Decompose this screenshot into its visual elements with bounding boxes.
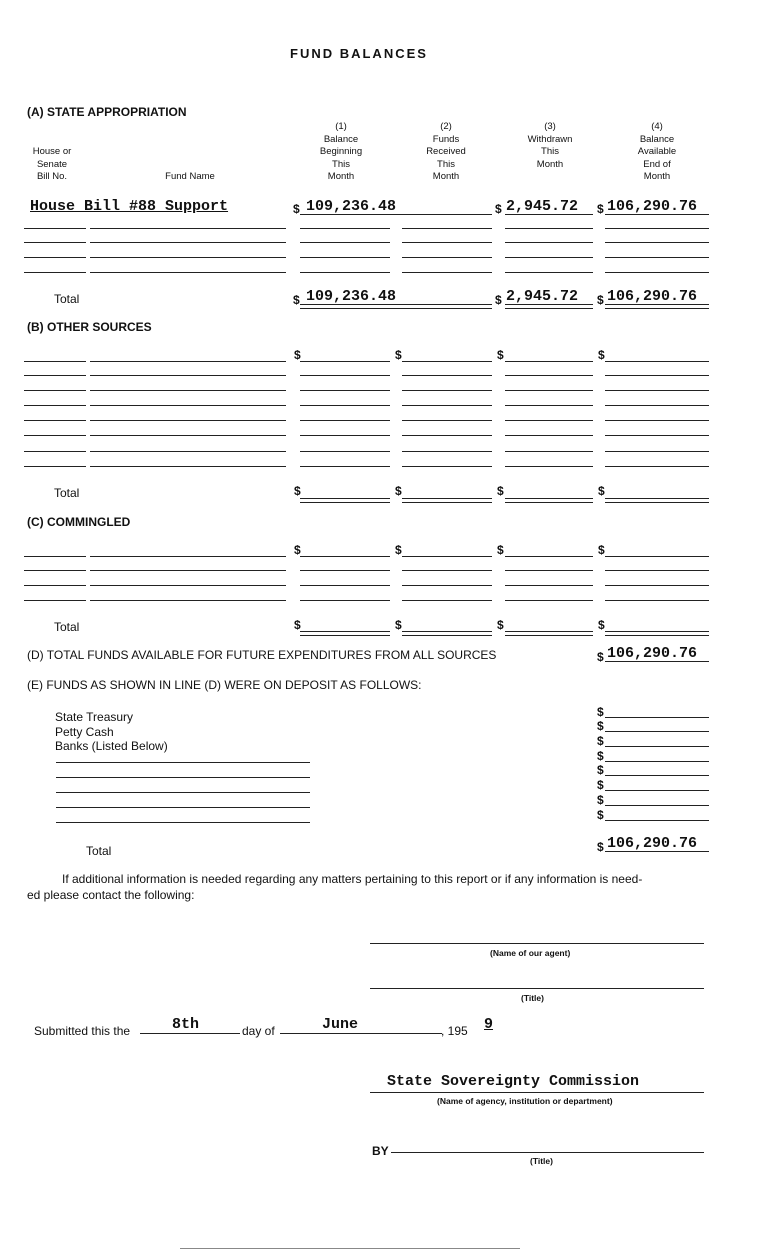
sb-blank-line xyxy=(605,375,709,376)
agency-line xyxy=(370,1092,704,1093)
sc-blank-line xyxy=(402,556,492,557)
bottom-rule xyxy=(180,1248,520,1249)
sb-blank-line xyxy=(24,420,86,421)
sc-blank-line xyxy=(300,600,390,601)
sa-total-dline-col3 xyxy=(505,308,593,309)
sb-blank-line xyxy=(24,390,86,391)
sb-blank-line xyxy=(90,361,286,362)
e-total-label: Total xyxy=(86,844,112,858)
header-col1: (1) Balance Beginning This Month xyxy=(319,121,363,182)
contact-text-2: ed please contact the following: xyxy=(27,888,195,902)
agent-name-line xyxy=(370,943,704,944)
sb-blank-line xyxy=(300,420,390,421)
header-bill-no: House or Senate Bill No. xyxy=(32,146,72,182)
sb-total-line xyxy=(402,498,492,499)
sc-blank-line xyxy=(605,600,709,601)
sa-row1-line-col3 xyxy=(505,214,593,215)
sc-blank-line xyxy=(90,600,286,601)
line-d-underline xyxy=(605,661,709,662)
sb-blank-line xyxy=(300,466,390,467)
deposit-banks: Banks (Listed Below) xyxy=(55,739,168,753)
submitted-month: June xyxy=(322,1016,359,1033)
sb-blank-line xyxy=(402,420,492,421)
sa-total-line-col4 xyxy=(605,304,709,305)
sc-blank-line xyxy=(605,556,709,557)
sa-total-line-col1 xyxy=(300,304,492,305)
deposit-amount-line xyxy=(605,761,709,762)
sa-row1-balance-beginning: 109,236.48 xyxy=(306,198,397,215)
sb-blank-line xyxy=(605,435,709,436)
sb-total-label: Total xyxy=(54,486,80,500)
sb-blank-line xyxy=(605,390,709,391)
sa-total-withdrawn: 2,945.72 xyxy=(506,288,579,305)
sb-blank-line xyxy=(90,451,286,452)
sa-blank-line xyxy=(505,272,593,273)
sc-blank-line xyxy=(24,585,86,586)
sc-blank-line xyxy=(605,570,709,571)
sc-total-line xyxy=(505,631,593,632)
sc-blank-line xyxy=(402,585,492,586)
section-a-heading: (A) STATE APPROPRIATION xyxy=(27,105,187,119)
sa-blank-line xyxy=(24,272,86,273)
sa-total-col1-dollar: $ xyxy=(293,293,300,307)
sa-blank-line xyxy=(300,242,390,243)
submitted-prefix: Submitted this the xyxy=(34,1024,131,1038)
sb-blank-line xyxy=(402,361,492,362)
sc-row1-dollar: $ xyxy=(395,543,402,557)
sc-blank-line xyxy=(24,556,86,557)
sb-blank-line xyxy=(605,420,709,421)
sa-row1-col1-dollar: $ xyxy=(293,202,300,216)
sb-blank-line xyxy=(505,361,593,362)
agency-name: State Sovereignty Commission xyxy=(387,1073,640,1090)
sc-blank-line xyxy=(90,585,286,586)
sb-blank-line xyxy=(505,451,593,452)
sc-row1-dollar: $ xyxy=(497,543,504,557)
by-label: BY xyxy=(372,1144,389,1158)
sb-blank-line xyxy=(24,435,86,436)
sa-blank-line xyxy=(402,257,492,258)
header-fund-name: Fund Name xyxy=(165,171,215,182)
sb-total-dollar: $ xyxy=(497,484,504,498)
sa-blank-line xyxy=(605,228,709,229)
deposit-dollar: $ xyxy=(597,778,604,792)
deposit-amount-line xyxy=(605,775,709,776)
sc-blank-line xyxy=(90,556,286,557)
sb-blank-line xyxy=(402,466,492,467)
sb-blank-line xyxy=(24,451,86,452)
line-d-label: (D) TOTAL FUNDS AVAILABLE FOR FUTURE EXPENDITURES FROM ALL SOURCES xyxy=(27,648,497,662)
sc-blank-line xyxy=(90,570,286,571)
submitted-day: 8th xyxy=(172,1016,200,1033)
deposit-dollar: $ xyxy=(597,763,604,777)
deposit-petty-cash: Petty Cash xyxy=(55,725,114,739)
sb-blank-line xyxy=(90,390,286,391)
sa-blank-line xyxy=(505,228,593,229)
sb-blank-line xyxy=(90,435,286,436)
sa-blank-line xyxy=(300,228,390,229)
agent-caption: (Name of our agent) xyxy=(490,948,571,958)
sc-blank-line xyxy=(505,556,593,557)
sa-total-line-col3 xyxy=(505,304,593,305)
deposit-amount-line xyxy=(605,731,709,732)
sa-total-dline-col1 xyxy=(300,308,492,309)
sa-blank-line xyxy=(605,242,709,243)
section-c-heading: (C) COMMINGLED xyxy=(27,515,131,529)
sb-blank-line xyxy=(605,466,709,467)
e-total-dollar: $ xyxy=(597,840,604,854)
deposit-amount-line xyxy=(605,820,709,821)
sc-total-label: Total xyxy=(54,620,80,634)
sb-blank-line xyxy=(402,451,492,452)
sb-blank-line xyxy=(505,420,593,421)
sa-blank-line xyxy=(90,257,286,258)
bank-name-line xyxy=(56,777,310,778)
sa-blank-line xyxy=(402,228,492,229)
sa-blank-line xyxy=(90,228,286,229)
sc-total-line xyxy=(300,631,390,632)
sa-blank-line xyxy=(24,228,86,229)
sb-total-line xyxy=(605,502,709,503)
sb-blank-line xyxy=(505,435,593,436)
sb-blank-line xyxy=(402,405,492,406)
sb-blank-line xyxy=(90,405,286,406)
sa-row1-line-col1 xyxy=(300,214,492,215)
sa-row1-col4-dollar: $ xyxy=(597,202,604,216)
sb-blank-line xyxy=(300,375,390,376)
sc-blank-line xyxy=(505,600,593,601)
sb-blank-line xyxy=(505,466,593,467)
sa-row1-balance-end: 106,290.76 xyxy=(607,198,698,215)
deposit-state-treasury: State Treasury xyxy=(55,710,134,724)
deposit-dollar: $ xyxy=(597,734,604,748)
sb-total-dollar: $ xyxy=(598,484,605,498)
sb-blank-line xyxy=(402,375,492,376)
sc-blank-line xyxy=(402,570,492,571)
contact-text-1: If additional information is needed regarding any matters pertaining to this report or if any information is need- xyxy=(62,872,643,886)
sa-total-label: Total xyxy=(54,292,80,306)
sb-blank-line xyxy=(300,405,390,406)
deposit-dollar: $ xyxy=(597,719,604,733)
sc-total-line xyxy=(605,631,709,632)
sb-blank-line xyxy=(505,405,593,406)
sb-blank-line xyxy=(24,466,86,467)
bank-name-line xyxy=(56,807,310,808)
sa-total-balance-beginning: 109,236.48 xyxy=(306,288,397,305)
sa-blank-line xyxy=(24,257,86,258)
sb-blank-line xyxy=(300,390,390,391)
sb-total-line xyxy=(300,502,390,503)
sb-blank-line xyxy=(505,390,593,391)
agency-caption: (Name of agency, institution or department) xyxy=(437,1096,613,1106)
sa-total-balance-end: 106,290.76 xyxy=(607,288,698,305)
sc-blank-line xyxy=(300,585,390,586)
sc-total-line xyxy=(300,635,390,636)
sc-total-line xyxy=(402,631,492,632)
line-d-value: 106,290.76 xyxy=(607,645,698,662)
sb-blank-line xyxy=(605,361,709,362)
header-col3: (3) Withdrawn This Month xyxy=(527,121,573,170)
sa-blank-line xyxy=(402,242,492,243)
sc-total-dollar: $ xyxy=(395,618,402,632)
deposit-amount-line xyxy=(605,717,709,718)
sb-row1-dollar: $ xyxy=(598,348,605,362)
sa-blank-line xyxy=(90,242,286,243)
sa-blank-line xyxy=(605,272,709,273)
sc-total-dollar: $ xyxy=(497,618,504,632)
sb-total-line xyxy=(505,498,593,499)
sb-blank-line xyxy=(402,435,492,436)
deposit-dollar: $ xyxy=(597,749,604,763)
sc-total-dollar: $ xyxy=(294,618,301,632)
sc-blank-line xyxy=(505,585,593,586)
sb-blank-line xyxy=(300,361,390,362)
by-caption: (Title) xyxy=(530,1156,553,1166)
e-total-line xyxy=(605,851,709,852)
sb-blank-line xyxy=(24,361,86,362)
sa-blank-line xyxy=(402,272,492,273)
sc-total-dollar: $ xyxy=(598,618,605,632)
submitted-month-line xyxy=(280,1033,442,1034)
sb-blank-line xyxy=(90,420,286,421)
sc-blank-line xyxy=(300,570,390,571)
sb-total-line xyxy=(402,502,492,503)
sc-blank-line xyxy=(605,585,709,586)
sa-total-dline-col4 xyxy=(605,308,709,309)
sa-blank-line xyxy=(24,242,86,243)
sb-blank-line xyxy=(300,435,390,436)
sa-total-col4-dollar: $ xyxy=(597,293,604,307)
submitted-day-line xyxy=(140,1033,240,1034)
sc-total-line xyxy=(402,635,492,636)
sc-row1-dollar: $ xyxy=(294,543,301,557)
sb-row1-dollar: $ xyxy=(294,348,301,362)
sc-row1-dollar: $ xyxy=(598,543,605,557)
sb-total-dollar: $ xyxy=(395,484,402,498)
by-line xyxy=(391,1152,704,1153)
deposit-amount-line xyxy=(605,790,709,791)
sb-blank-line xyxy=(605,451,709,452)
bank-name-line xyxy=(56,822,310,823)
line-d-dollar: $ xyxy=(597,650,604,664)
sb-blank-line xyxy=(24,405,86,406)
sb-blank-line xyxy=(605,405,709,406)
sb-row1-dollar: $ xyxy=(497,348,504,362)
sb-blank-line xyxy=(90,375,286,376)
header-col4: (4) Balance Available End of Month xyxy=(637,121,677,182)
sa-blank-line xyxy=(300,272,390,273)
sb-total-dollar: $ xyxy=(294,484,301,498)
deposit-dollar: $ xyxy=(597,705,604,719)
sa-row1-col3-dollar: $ xyxy=(495,202,502,216)
sb-blank-line xyxy=(300,451,390,452)
deposit-dollar: $ xyxy=(597,793,604,807)
sb-row1-dollar: $ xyxy=(395,348,402,362)
sc-blank-line xyxy=(300,556,390,557)
agent-title-caption: (Title) xyxy=(521,993,544,1003)
page-title: FUND BALANCES xyxy=(290,46,428,61)
sb-blank-line xyxy=(90,466,286,467)
deposit-amount-line xyxy=(605,746,709,747)
e-total-value: 106,290.76 xyxy=(607,835,698,852)
submitted-year-digit: 9 xyxy=(484,1016,494,1033)
header-col2: (2) Funds Received This Month xyxy=(426,121,466,182)
sa-total-col3-dollar: $ xyxy=(495,293,502,307)
sa-blank-line xyxy=(505,257,593,258)
deposit-amount-line xyxy=(605,805,709,806)
sa-row1-fund: House Bill #88 Support xyxy=(30,198,229,215)
sa-blank-line xyxy=(505,242,593,243)
sc-blank-line xyxy=(402,600,492,601)
agent-title-line xyxy=(370,988,704,989)
bank-name-line xyxy=(56,792,310,793)
sb-total-line xyxy=(300,498,390,499)
sb-blank-line xyxy=(402,390,492,391)
sa-blank-line xyxy=(605,257,709,258)
submitted-year-prefix: , 195 xyxy=(441,1024,468,1038)
sb-blank-line xyxy=(505,375,593,376)
sb-blank-line xyxy=(24,375,86,376)
sb-total-line xyxy=(605,498,709,499)
sc-total-line xyxy=(505,635,593,636)
sa-blank-line xyxy=(90,272,286,273)
sa-row1-line-col4 xyxy=(605,214,709,215)
sc-blank-line xyxy=(505,570,593,571)
deposit-dollar: $ xyxy=(597,808,604,822)
bank-name-line xyxy=(56,762,310,763)
sc-blank-line xyxy=(24,600,86,601)
sa-blank-line xyxy=(300,257,390,258)
submitted-day-of: day of xyxy=(242,1024,275,1038)
line-e-label: (E) FUNDS AS SHOWN IN LINE (D) WERE ON DEPOSIT AS FOLLOWS: xyxy=(27,678,422,692)
sc-total-line xyxy=(605,635,709,636)
sb-total-line xyxy=(505,502,593,503)
sa-row1-withdrawn: 2,945.72 xyxy=(506,198,579,215)
section-b-heading: (B) OTHER SOURCES xyxy=(27,320,152,334)
sc-blank-line xyxy=(24,570,86,571)
